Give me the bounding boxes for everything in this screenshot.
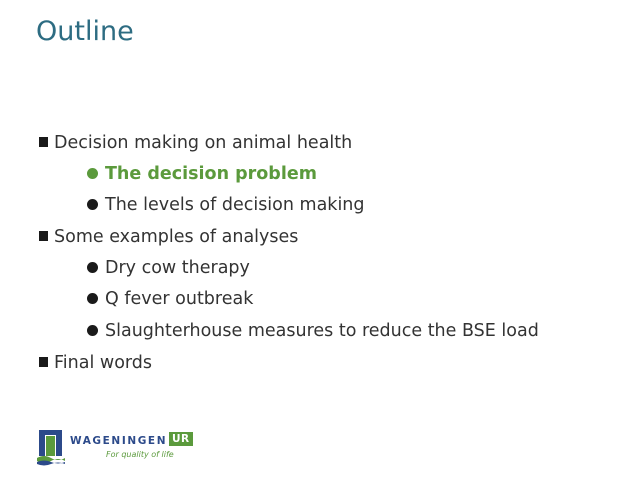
wageningen-emblem-icon <box>36 428 66 466</box>
round-bullet-icon <box>87 325 98 336</box>
square-bullet-icon <box>39 231 48 241</box>
round-bullet-icon <box>87 262 98 273</box>
wageningen-ur-logo <box>36 428 196 468</box>
logo-ur-badge: UR <box>169 432 193 446</box>
round-bullet-icon <box>87 293 98 304</box>
logo-tagline: For quality of life <box>106 450 174 459</box>
square-bullet-icon <box>39 137 48 147</box>
outline-list: Decision making on animal health The decision problem The levels of decision making Some examples of analyses Dry cow therapy Q fever outbreak Slaughterhouse measures to reduce the BSE load Final words <box>0 0 638 479</box>
logo-wordmark: WAGENINGEN <box>70 435 168 447</box>
round-bullet-icon <box>87 168 98 179</box>
slide-title: Outline <box>36 16 134 47</box>
round-bullet-icon <box>87 199 98 210</box>
square-bullet-icon <box>39 357 48 367</box>
